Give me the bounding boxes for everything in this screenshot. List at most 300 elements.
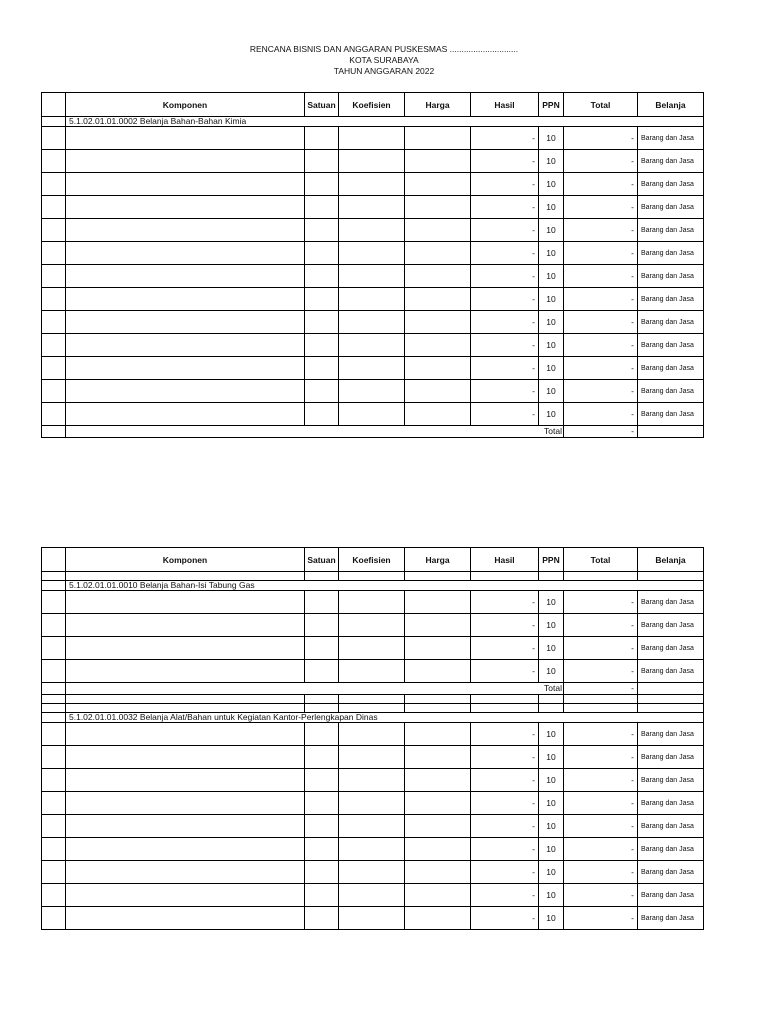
ppn-cell: 10 [539,127,564,150]
ppn-cell: 10 [539,288,564,311]
section-header-row [42,581,704,591]
hasil-cell: - [471,357,539,380]
table-row [42,288,704,311]
row-no-cell [42,660,66,683]
koefisien-cell[interactable] [339,591,405,614]
belanja-cell: Barang dan Jasa [638,196,704,219]
table-row [42,884,704,907]
spacer-cell [66,572,305,581]
ppn-cell: 10 [539,637,564,660]
koefisien-cell[interactable] [339,838,405,861]
satuan-cell[interactable] [305,219,339,242]
harga-cell[interactable] [405,219,471,242]
belanja-cell: Barang dan Jasa [638,173,704,196]
total-row-no-cell [42,683,66,695]
section-no-cell [42,713,66,723]
ppn-cell: 10 [539,769,564,792]
total-cell: - [564,907,638,930]
koefisien-cell[interactable] [339,614,405,637]
satuan-cell[interactable] [305,311,339,334]
harga-cell[interactable] [405,265,471,288]
hasil-cell: - [471,907,539,930]
section-header-row [42,117,704,127]
spacer-cell [305,704,339,713]
spacer-cell [539,704,564,713]
ppn-cell: 10 [539,334,564,357]
komponen-cell[interactable] [66,380,305,403]
row-no-cell [42,746,66,769]
satuan-cell[interactable] [305,884,339,907]
spacer-cell [638,695,704,704]
section-header-row [42,713,704,723]
row-no-cell [42,242,66,265]
koefisien-cell[interactable] [339,334,405,357]
ppn-cell: 10 [539,660,564,683]
satuan-cell[interactable] [305,861,339,884]
table-row [42,173,704,196]
harga-cell[interactable] [405,838,471,861]
ppn-cell: 10 [539,265,564,288]
total-cell: - [564,861,638,884]
spacer-row [42,572,704,581]
harga-cell[interactable] [405,380,471,403]
col-ppn: PPN [539,548,564,572]
total-label: Total [66,426,564,438]
spacer-cell [564,704,638,713]
harga-cell[interactable] [405,637,471,660]
komponen-cell[interactable] [66,311,305,334]
hasil-cell: - [471,127,539,150]
harga-cell[interactable] [405,357,471,380]
ppn-cell: 10 [539,723,564,746]
belanja-cell: Barang dan Jasa [638,792,704,815]
table-row [42,380,704,403]
ppn-cell: 10 [539,357,564,380]
total-cell: - [564,792,638,815]
ppn-cell: 10 [539,907,564,930]
table-row [42,746,704,769]
hasil-cell: - [471,265,539,288]
table-row [42,861,704,884]
belanja-cell: Barang dan Jasa [638,838,704,861]
harga-cell[interactable] [405,127,471,150]
row-no-cell [42,357,66,380]
table-header-row [42,548,704,572]
ppn-cell: 10 [539,614,564,637]
spacer-cell [42,695,66,704]
col-hasil: Hasil [471,93,539,117]
spacer-cell [638,572,704,581]
koefisien-cell[interactable] [339,357,405,380]
satuan-cell[interactable] [305,127,339,150]
harga-cell[interactable] [405,792,471,815]
spacer-cell [539,572,564,581]
spacer-cell [339,572,405,581]
harga-cell[interactable] [405,591,471,614]
komponen-cell[interactable] [66,907,305,930]
satuan-cell[interactable] [305,637,339,660]
table-row [42,591,704,614]
total-cell: - [564,311,638,334]
total-cell: - [564,815,638,838]
belanja-cell: Barang dan Jasa [638,127,704,150]
belanja-cell: Barang dan Jasa [638,357,704,380]
komponen-cell[interactable] [66,173,305,196]
total-cell: - [564,403,638,426]
belanja-cell: Barang dan Jasa [638,614,704,637]
hasil-cell: - [471,637,539,660]
harga-cell[interactable] [405,769,471,792]
spacer-cell [405,695,471,704]
komponen-cell[interactable] [66,150,305,173]
harga-cell[interactable] [405,907,471,930]
ppn-cell: 10 [539,815,564,838]
section-belanja-cell [638,117,704,127]
spacer-cell [638,704,704,713]
table-row [42,815,704,838]
total-cell: - [564,614,638,637]
spacer-cell [539,695,564,704]
hasil-cell: - [471,380,539,403]
belanja-cell: Barang dan Jasa [638,288,704,311]
satuan-cell[interactable] [305,403,339,426]
koefisien-cell[interactable] [339,769,405,792]
komponen-cell[interactable] [66,769,305,792]
total-cell: - [564,838,638,861]
komponen-cell[interactable] [66,861,305,884]
satuan-cell[interactable] [305,815,339,838]
hasil-cell: - [471,196,539,219]
harga-cell[interactable] [405,196,471,219]
satuan-cell[interactable] [305,591,339,614]
koefisien-cell[interactable] [339,196,405,219]
spacer-row [42,704,704,713]
komponen-cell[interactable] [66,792,305,815]
total-cell: - [564,884,638,907]
spacer-cell [42,704,66,713]
col-belanja: Belanja [638,93,704,117]
table-row [42,357,704,380]
total-cell: - [564,242,638,265]
table-row [42,838,704,861]
belanja-cell: Barang dan Jasa [638,403,704,426]
harga-cell[interactable] [405,614,471,637]
hasil-cell: - [471,334,539,357]
komponen-cell[interactable] [66,637,305,660]
belanja-cell: Barang dan Jasa [638,723,704,746]
komponen-cell[interactable] [66,334,305,357]
report-header [0,44,768,77]
spacer-cell [42,572,66,581]
belanja-cell: Barang dan Jasa [638,242,704,265]
koefisien-cell[interactable] [339,265,405,288]
satuan-cell[interactable] [305,907,339,930]
koefisien-cell[interactable] [339,884,405,907]
col-belanja: Belanja [638,548,704,572]
total-cell: - [564,265,638,288]
komponen-cell[interactable] [66,746,305,769]
row-no-cell [42,127,66,150]
hasil-cell: - [471,403,539,426]
komponen-cell[interactable] [66,219,305,242]
komponen-cell[interactable] [66,265,305,288]
koefisien-cell[interactable] [339,637,405,660]
satuan-cell[interactable] [305,769,339,792]
total-cell: - [564,288,638,311]
total-cell: - [564,746,638,769]
spacer-cell [66,695,305,704]
koefisien-cell[interactable] [339,173,405,196]
total-value: - [564,683,638,695]
belanja-cell: Barang dan Jasa [638,861,704,884]
header-city: KOTA SURABAYA [349,55,419,65]
table-row [42,127,704,150]
spacer-cell [339,695,405,704]
budget-table-2 [41,547,704,930]
satuan-cell[interactable] [305,242,339,265]
harga-cell[interactable] [405,723,471,746]
harga-cell[interactable] [405,288,471,311]
row-no-cell [42,173,66,196]
header-title: RENCANA BISNIS DAN ANGGARAN PUSKESMAS ............................. [249,44,519,54]
koefisien-cell[interactable] [339,723,405,746]
hasil-cell: - [471,219,539,242]
komponen-cell[interactable] [66,127,305,150]
section-no-cell [42,581,66,591]
koefisien-cell[interactable] [339,660,405,683]
belanja-cell: Barang dan Jasa [638,334,704,357]
table-header-row [42,93,704,117]
koefisien-cell[interactable] [339,127,405,150]
col-komponen: Komponen [66,548,305,572]
satuan-cell[interactable] [305,288,339,311]
belanja-cell: Barang dan Jasa [638,380,704,403]
total-cell: - [564,196,638,219]
total-cell: - [564,591,638,614]
hasil-cell: - [471,815,539,838]
satuan-cell[interactable] [305,723,339,746]
budget-table-1 [41,92,704,438]
satuan-cell[interactable] [305,150,339,173]
komponen-cell[interactable] [66,196,305,219]
ppn-cell: 10 [539,884,564,907]
section-no-cell [42,117,66,127]
table-row [42,660,704,683]
hasil-cell: - [471,746,539,769]
komponen-cell[interactable] [66,242,305,265]
total-cell: - [564,127,638,150]
col-koefisien: Koefisien [339,93,405,117]
col-total: Total [564,93,638,117]
row-no-cell [42,838,66,861]
ppn-cell: 10 [539,173,564,196]
table-row [42,150,704,173]
satuan-cell[interactable] [305,746,339,769]
harga-cell[interactable] [405,660,471,683]
spacer-cell [339,704,405,713]
total-row-no-cell [42,426,66,438]
table-row [42,907,704,930]
col-harga: Harga [405,93,471,117]
koefisien-cell[interactable] [339,861,405,884]
komponen-cell[interactable] [66,723,305,746]
spacer-row [42,695,704,704]
section-belanja-cell [638,713,704,723]
table-row [42,792,704,815]
col-ppn: PPN [539,93,564,117]
komponen-cell[interactable] [66,403,305,426]
col-hasil: Hasil [471,548,539,572]
satuan-cell[interactable] [305,792,339,815]
col-no [42,93,66,117]
ppn-cell: 10 [539,838,564,861]
table-row [42,196,704,219]
satuan-cell[interactable] [305,357,339,380]
koefisien-cell[interactable] [339,311,405,334]
table-row [42,769,704,792]
ppn-cell: 10 [539,861,564,884]
ppn-cell: 10 [539,242,564,265]
komponen-cell[interactable] [66,815,305,838]
hasil-cell: - [471,150,539,173]
satuan-cell[interactable] [305,334,339,357]
row-no-cell [42,380,66,403]
col-satuan: Satuan [305,93,339,117]
row-no-cell [42,637,66,660]
hasil-cell: - [471,792,539,815]
total-belanja-cell [638,683,704,695]
ppn-cell: 10 [539,219,564,242]
harga-cell[interactable] [405,311,471,334]
row-no-cell [42,907,66,930]
total-cell: - [564,380,638,403]
koefisien-cell[interactable] [339,150,405,173]
section-code: 5.1.02.01.01.0002 Belanja Bahan-Bahan Kimia [66,117,638,127]
komponen-cell[interactable] [66,660,305,683]
komponen-cell[interactable] [66,357,305,380]
belanja-cell: Barang dan Jasa [638,219,704,242]
komponen-cell[interactable] [66,614,305,637]
ppn-cell: 10 [539,403,564,426]
harga-cell[interactable] [405,884,471,907]
col-komponen: Komponen [66,93,305,117]
ppn-cell: 10 [539,591,564,614]
section-code: 5.1.02.01.01.0032 Belanja Alat/Bahan untuk Kegiatan Kantor-Perlengkapan Dinas [66,713,638,723]
koefisien-cell[interactable] [339,746,405,769]
belanja-cell: Barang dan Jasa [638,815,704,838]
ppn-cell: 10 [539,746,564,769]
total-cell: - [564,637,638,660]
satuan-cell[interactable] [305,380,339,403]
hasil-cell: - [471,838,539,861]
koefisien-cell[interactable] [339,815,405,838]
ppn-cell: 10 [539,311,564,334]
col-total: Total [564,548,638,572]
total-belanja-cell [638,426,704,438]
row-no-cell [42,311,66,334]
koefisien-cell[interactable] [339,219,405,242]
hasil-cell: - [471,723,539,746]
table-row [42,403,704,426]
belanja-cell: Barang dan Jasa [638,746,704,769]
hasil-cell: - [471,614,539,637]
harga-cell[interactable] [405,173,471,196]
satuan-cell[interactable] [305,196,339,219]
ppn-cell: 10 [539,792,564,815]
total-label: Total [66,683,564,695]
spacer-cell [471,695,539,704]
row-no-cell [42,591,66,614]
harga-cell[interactable] [405,746,471,769]
satuan-cell[interactable] [305,265,339,288]
koefisien-cell[interactable] [339,380,405,403]
total-cell: - [564,660,638,683]
komponen-cell[interactable] [66,838,305,861]
harga-cell[interactable] [405,861,471,884]
hasil-cell: - [471,173,539,196]
header-year: TAHUN ANGGARAN 2022 [333,66,435,76]
row-no-cell [42,150,66,173]
hasil-cell: - [471,769,539,792]
total-cell: - [564,723,638,746]
satuan-cell[interactable] [305,173,339,196]
ppn-cell: 10 [539,150,564,173]
col-harga: Harga [405,548,471,572]
total-cell: - [564,173,638,196]
row-no-cell [42,196,66,219]
ppn-cell: 10 [539,196,564,219]
koefisien-cell[interactable] [339,792,405,815]
total-cell: - [564,334,638,357]
harga-cell[interactable] [405,242,471,265]
col-koefisien: Koefisien [339,548,405,572]
koefisien-cell[interactable] [339,907,405,930]
harga-cell[interactable] [405,403,471,426]
harga-cell[interactable] [405,815,471,838]
koefisien-cell[interactable] [339,403,405,426]
row-no-cell [42,792,66,815]
table-row [42,637,704,660]
hasil-cell: - [471,591,539,614]
satuan-cell[interactable] [305,838,339,861]
spacer-cell [305,572,339,581]
ppn-cell: 10 [539,380,564,403]
row-no-cell [42,265,66,288]
satuan-cell[interactable] [305,614,339,637]
spacer-cell [305,695,339,704]
komponen-cell[interactable] [66,288,305,311]
satuan-cell[interactable] [305,660,339,683]
koefisien-cell[interactable] [339,242,405,265]
komponen-cell[interactable] [66,591,305,614]
belanja-cell: Barang dan Jasa [638,660,704,683]
koefisien-cell[interactable] [339,288,405,311]
komponen-cell[interactable] [66,884,305,907]
total-cell: - [564,150,638,173]
harga-cell[interactable] [405,334,471,357]
col-satuan: Satuan [305,548,339,572]
hasil-cell: - [471,884,539,907]
hasil-cell: - [471,288,539,311]
row-no-cell [42,288,66,311]
row-no-cell [42,884,66,907]
table-row [42,242,704,265]
row-no-cell [42,403,66,426]
section-belanja-cell [638,581,704,591]
belanja-cell: Barang dan Jasa [638,769,704,792]
harga-cell[interactable] [405,150,471,173]
hasil-cell: - [471,660,539,683]
